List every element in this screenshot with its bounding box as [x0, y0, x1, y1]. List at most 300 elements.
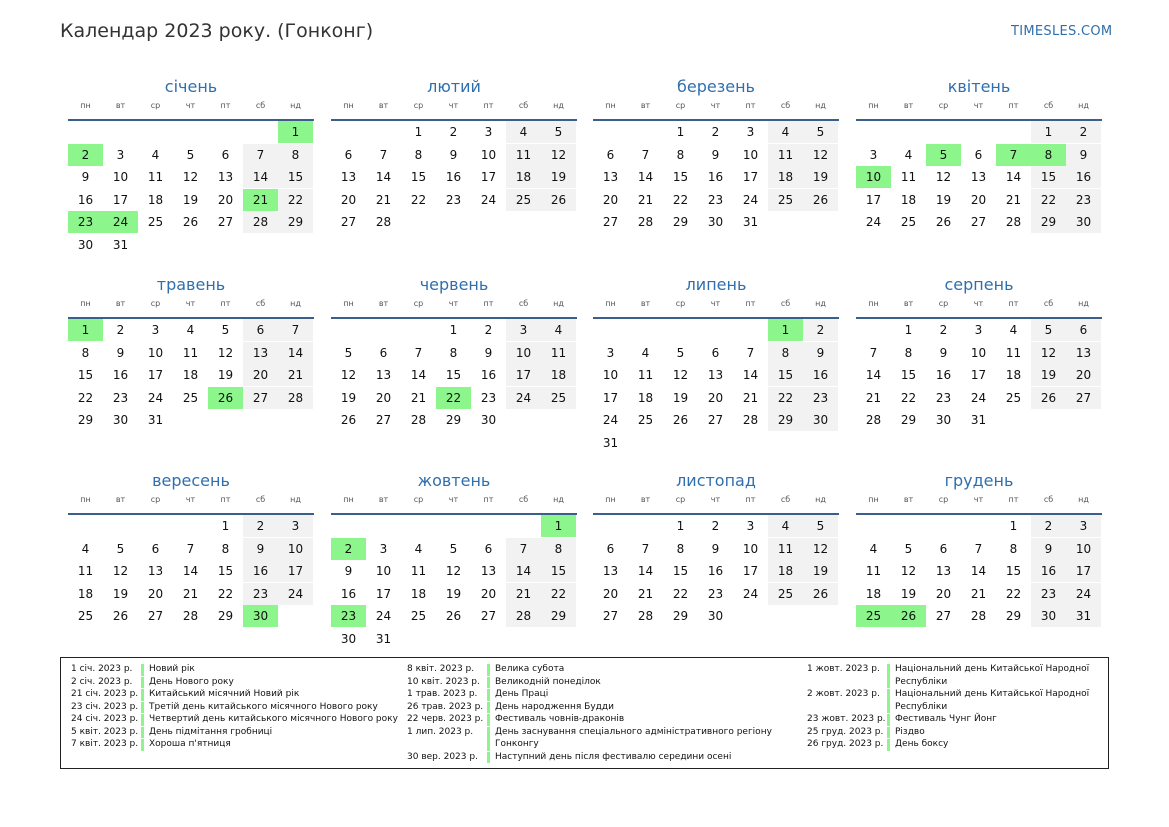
holiday-name: Наступний день після фестивалю середини осені: [495, 751, 732, 762]
day-cell: 1: [221, 519, 230, 533]
holiday-date: 26 трав. 2023 р.: [407, 701, 484, 712]
day-cell: 2: [484, 323, 493, 337]
holiday-day-cell: 26: [208, 387, 243, 409]
month-name: травень: [156, 275, 226, 294]
holiday-day-cell: 23: [331, 605, 366, 627]
day-cell: 8: [676, 541, 685, 556]
day-cell: 10: [480, 147, 497, 162]
day-cell: 25: [410, 609, 427, 623]
day-cell: 2: [803, 319, 838, 341]
day-cell: 25: [637, 413, 654, 427]
weekday-label: пн: [80, 101, 91, 110]
day-cell: 3: [278, 515, 313, 537]
weekday-label: вт: [640, 299, 651, 308]
weekday-label: вт: [378, 299, 389, 308]
day-cell: 24: [742, 192, 759, 207]
holiday-name: Китайський місячний Новий рік: [149, 689, 300, 699]
holiday-day-cell: 23: [68, 211, 103, 233]
holiday-date: 1 лип. 2023 р.: [407, 726, 474, 737]
day-cell: 27: [602, 215, 619, 229]
day-cell: 1: [904, 323, 913, 337]
day-cell: 15: [768, 364, 803, 386]
day-cell: 15: [77, 368, 94, 382]
weekday-label: ср: [938, 495, 949, 504]
day-cell: 20: [340, 192, 357, 207]
day-cell: 31: [112, 237, 129, 252]
day-cell: 22: [900, 390, 917, 405]
day-cell: 18: [768, 560, 803, 582]
holiday-date: 2 жовт. 2023 р.: [807, 689, 880, 699]
month-name: листопад: [676, 471, 756, 490]
day-cell: 7: [506, 538, 541, 560]
day-cell: 21: [865, 390, 882, 405]
holiday-name: Хороша п'ятниця: [149, 739, 231, 749]
day-cell: 5: [803, 121, 838, 143]
day-cell: 9: [449, 147, 458, 162]
day-cell: 21: [410, 390, 427, 405]
day-cell: 9: [939, 345, 948, 360]
day-cell: 30: [803, 409, 838, 431]
day-cell: 6: [606, 147, 615, 162]
holiday-name: Новий рік: [149, 664, 195, 674]
day-cell: 19: [445, 586, 462, 601]
day-cell: 8: [1009, 541, 1018, 556]
day-cell: 29: [77, 413, 94, 427]
holiday-date: 30 вер. 2023 р.: [407, 751, 478, 762]
weekday-label: ср: [150, 495, 161, 504]
holiday-day-cell: 1: [768, 319, 803, 341]
day-cell: 17: [375, 586, 392, 601]
day-cell: 5: [1031, 319, 1066, 341]
day-cell: 10: [506, 342, 541, 364]
day-cell: 28: [970, 609, 987, 623]
day-cell: 20: [602, 586, 619, 601]
day-cell: 5: [186, 147, 195, 162]
weekday-label: пт: [1008, 299, 1019, 308]
day-cell: 17: [970, 368, 987, 382]
holiday-name: Фестиваль човнів-драконів: [495, 714, 625, 724]
weekday-label: нд: [815, 101, 826, 110]
day-cell: 7: [746, 345, 755, 360]
day-cell: 24: [742, 586, 759, 601]
day-cell: 31: [742, 215, 759, 229]
day-cell: 2: [711, 125, 720, 139]
holiday-date: 21 січ. 2023 р.: [71, 689, 139, 699]
day-cell: 13: [602, 564, 619, 578]
holiday-name-continued: Республіки: [895, 676, 948, 687]
day-cell: 18: [637, 390, 654, 405]
weekday-label: чт: [448, 101, 459, 110]
holiday-day-cell: 22: [436, 387, 471, 409]
day-cell: 26: [112, 609, 129, 623]
day-cell: 24: [480, 192, 497, 207]
day-cell: 1: [676, 519, 685, 533]
day-cell: 25: [900, 215, 917, 229]
weekday-label: пт: [483, 495, 494, 504]
holiday-name: Різдво: [895, 726, 925, 737]
day-cell: 3: [506, 319, 541, 341]
day-cell: 22: [768, 387, 803, 409]
weekday-label: пн: [868, 299, 879, 308]
day-cell: 9: [484, 345, 493, 360]
site-logo[interactable]: TIMESLES.COM: [1011, 24, 1113, 39]
weekday-label: пт: [483, 101, 494, 110]
day-cell: 31: [970, 413, 987, 427]
holiday-name: День заснування спеціального адміністративного регіону: [495, 726, 772, 737]
day-cell: 28: [506, 605, 541, 627]
day-cell: 18: [77, 586, 94, 601]
day-cell: 9: [243, 538, 278, 560]
day-cell: 10: [112, 170, 129, 184]
weekday-label: пн: [80, 495, 91, 504]
day-cell: 29: [1005, 609, 1022, 623]
weekday-label: пн: [80, 299, 91, 308]
holiday-date: 24 січ. 2023 р.: [71, 714, 139, 724]
day-cell: 10: [147, 345, 164, 360]
day-cell: 27: [340, 215, 357, 229]
day-cell: 24: [278, 583, 313, 605]
weekday-label: чт: [710, 299, 721, 308]
weekday-label: чт: [710, 101, 721, 110]
day-cell: 13: [970, 170, 987, 184]
day-cell: 4: [541, 319, 576, 341]
holiday-date: 8 квіт. 2023 р.: [407, 664, 475, 674]
day-cell: 11: [865, 564, 882, 578]
day-cell: 30: [112, 413, 129, 427]
day-cell: 6: [939, 541, 948, 556]
day-cell: 9: [1031, 538, 1066, 560]
day-cell: 24: [375, 609, 392, 623]
day-cell: 1: [1009, 519, 1018, 533]
day-cell: 11: [768, 538, 803, 560]
month-name: вересень: [152, 471, 230, 490]
day-cell: 2: [711, 519, 720, 533]
day-cell: 4: [904, 147, 913, 162]
day-cell: 3: [869, 147, 878, 162]
holiday-date: 26 груд. 2023 р.: [807, 739, 884, 749]
weekday-label: нд: [1078, 299, 1089, 308]
day-cell: 10: [1066, 538, 1101, 560]
day-cell: 11: [768, 144, 803, 166]
day-cell: 4: [151, 147, 160, 162]
day-cell: 6: [243, 319, 278, 341]
day-cell: 12: [445, 564, 462, 578]
day-cell: 2: [243, 515, 278, 537]
holiday-row: [61, 726, 1101, 739]
day-cell: 28: [278, 387, 313, 409]
day-cell: 24: [970, 390, 987, 405]
day-cell: 25: [182, 390, 199, 405]
day-cell: 21: [278, 364, 313, 386]
day-cell: 3: [484, 125, 493, 139]
weekday-label: ср: [675, 299, 686, 308]
day-cell: 6: [221, 147, 230, 162]
holiday-row: [61, 713, 1101, 726]
day-cell: 29: [1031, 211, 1066, 233]
day-cell: 6: [344, 147, 353, 162]
weekday-label: нд: [290, 299, 301, 308]
day-cell: 23: [243, 583, 278, 605]
weekday-label: нд: [1078, 495, 1089, 504]
day-cell: 16: [707, 564, 724, 578]
holiday-day-cell: 21: [243, 189, 278, 211]
weekday-label: вт: [640, 495, 651, 504]
weekday-label: вт: [115, 101, 126, 110]
day-cell: 6: [484, 541, 493, 556]
day-cell: 18: [410, 586, 427, 601]
weekday-label: нд: [290, 101, 301, 110]
day-cell: 5: [344, 345, 353, 360]
day-cell: 30: [707, 609, 724, 623]
month-name: січень: [164, 77, 218, 96]
day-cell: 19: [900, 586, 917, 601]
day-cell: 22: [77, 390, 94, 405]
day-cell: 14: [742, 368, 759, 382]
weekday-label: нд: [290, 495, 301, 504]
holiday-day-cell: 10: [856, 166, 891, 188]
day-cell: 16: [935, 368, 952, 382]
day-cell: 14: [865, 368, 882, 382]
weekday-label: пт: [1008, 495, 1019, 504]
weekday-label: ср: [938, 299, 949, 308]
day-cell: 16: [480, 368, 497, 382]
weekday-label: сб: [1043, 299, 1054, 308]
weekday-label: пт: [745, 495, 756, 504]
day-cell: 8: [414, 147, 423, 162]
day-cell: 16: [340, 586, 357, 601]
day-cell: 29: [217, 609, 234, 623]
weekday-label: сб: [518, 495, 529, 504]
day-cell: 24: [602, 413, 619, 427]
day-cell: 30: [340, 631, 357, 646]
day-cell: 3: [151, 323, 160, 337]
day-cell: 4: [506, 121, 541, 143]
day-cell: 13: [707, 368, 724, 382]
day-cell: 6: [711, 345, 720, 360]
day-cell: 29: [278, 211, 313, 233]
day-cell: 8: [221, 541, 230, 556]
day-cell: 13: [147, 564, 164, 578]
day-cell: 3: [116, 147, 125, 162]
day-cell: 14: [637, 564, 654, 578]
month-name: квітень: [947, 77, 1011, 96]
day-cell: 23: [112, 390, 129, 405]
day-cell: 10: [278, 538, 313, 560]
day-cell: 28: [182, 609, 199, 623]
day-cell: 20: [602, 192, 619, 207]
day-cell: 23: [445, 192, 462, 207]
holiday-day-cell: 2: [331, 538, 366, 560]
day-cell: 22: [672, 586, 689, 601]
day-cell: 14: [243, 166, 278, 188]
holiday-day-cell: 25: [856, 605, 891, 627]
day-cell: 9: [711, 147, 720, 162]
day-cell: 12: [217, 345, 234, 360]
day-cell: 4: [768, 121, 803, 143]
weekday-label: нд: [553, 299, 564, 308]
day-cell: 27: [243, 387, 278, 409]
day-cell: 20: [970, 192, 987, 207]
day-cell: 26: [445, 609, 462, 623]
weekday-label: нд: [815, 299, 826, 308]
month-name: грудень: [944, 471, 1014, 490]
day-cell: 26: [803, 189, 838, 211]
day-cell: 20: [935, 586, 952, 601]
day-cell: 18: [541, 364, 576, 386]
day-cell: 4: [869, 541, 878, 556]
day-cell: 9: [1066, 144, 1101, 166]
day-cell: 11: [410, 564, 427, 578]
day-cell: 12: [935, 170, 952, 184]
day-cell: 13: [1066, 342, 1101, 364]
day-cell: 15: [900, 368, 917, 382]
holiday-name: День боксу: [895, 739, 949, 749]
day-cell: 4: [81, 541, 90, 556]
day-cell: 12: [803, 144, 838, 166]
weekday-label: вт: [378, 495, 389, 504]
holiday-name: День підмітання гробниці: [149, 726, 273, 737]
day-cell: 31: [147, 413, 164, 427]
day-cell: 7: [869, 345, 878, 360]
day-cell: 7: [243, 144, 278, 166]
day-cell: 9: [344, 564, 353, 578]
day-cell: 5: [676, 345, 685, 360]
day-cell: 5: [221, 323, 230, 337]
day-cell: 3: [1066, 515, 1101, 537]
weekday-label: нд: [553, 101, 564, 110]
day-cell: 27: [707, 413, 724, 427]
day-cell: 3: [606, 345, 615, 360]
day-cell: 7: [278, 319, 313, 341]
day-cell: 12: [1031, 342, 1066, 364]
day-cell: 7: [974, 541, 983, 556]
weekday-label: пт: [220, 495, 231, 504]
day-cell: 28: [865, 413, 882, 427]
day-cell: 14: [278, 342, 313, 364]
day-cell: 21: [637, 586, 654, 601]
day-cell: 29: [672, 215, 689, 229]
holiday-day-cell: 30: [243, 605, 278, 627]
holiday-name: Великодній понеділок: [495, 676, 601, 687]
weekday-label: вт: [903, 495, 914, 504]
day-cell: 24: [1066, 583, 1101, 605]
day-cell: 6: [606, 541, 615, 556]
day-cell: 17: [602, 390, 619, 405]
weekday-label: пн: [605, 495, 616, 504]
day-cell: 27: [935, 609, 952, 623]
day-cell: 11: [147, 170, 164, 184]
day-cell: 18: [182, 368, 199, 382]
day-cell: 15: [1031, 166, 1066, 188]
day-cell: 30: [480, 413, 497, 427]
weekday-label: сб: [518, 101, 529, 110]
day-cell: 25: [768, 189, 803, 211]
day-cell: 17: [865, 192, 882, 207]
day-cell: 16: [77, 192, 94, 207]
weekday-label: сб: [780, 101, 791, 110]
day-cell: 22: [672, 192, 689, 207]
holiday-date: 22 черв. 2023 р.: [407, 714, 484, 724]
day-cell: 14: [637, 170, 654, 184]
day-cell: 25: [77, 609, 94, 623]
day-cell: 19: [803, 560, 838, 582]
holiday-marker: [887, 714, 890, 726]
day-cell: 9: [803, 342, 838, 364]
holiday-row: [61, 688, 1101, 713]
day-cell: 11: [900, 170, 917, 184]
holiday-list: [60, 657, 1109, 769]
weekday-label: нд: [815, 495, 826, 504]
day-cell: 19: [672, 390, 689, 405]
weekday-label: пн: [605, 101, 616, 110]
holiday-day-cell: 7: [996, 144, 1031, 166]
day-cell: 25: [1005, 390, 1022, 405]
day-cell: 28: [1005, 215, 1022, 229]
day-cell: 27: [375, 413, 392, 427]
day-cell: 11: [1005, 345, 1022, 360]
day-cell: 13: [340, 170, 357, 184]
day-cell: 18: [506, 166, 541, 188]
day-cell: 27: [1066, 387, 1101, 409]
day-cell: 15: [1005, 564, 1022, 578]
holiday-name: День Праці: [495, 689, 549, 699]
day-cell: 20: [147, 586, 164, 601]
day-cell: 27: [602, 609, 619, 623]
holiday-day-cell: 5: [926, 144, 961, 166]
day-cell: 21: [506, 583, 541, 605]
day-cell: 26: [935, 215, 952, 229]
day-cell: 15: [541, 560, 576, 582]
weekday-label: сб: [780, 299, 791, 308]
day-cell: 7: [641, 541, 650, 556]
weekday-label: ср: [150, 299, 161, 308]
day-cell: 19: [541, 166, 576, 188]
day-cell: 29: [900, 413, 917, 427]
day-cell: 20: [243, 364, 278, 386]
day-cell: 20: [707, 390, 724, 405]
day-cell: 11: [637, 368, 654, 382]
weekday-label: сб: [255, 299, 266, 308]
weekday-label: чт: [185, 299, 196, 308]
day-cell: 28: [243, 211, 278, 233]
day-cell: 13: [217, 170, 234, 184]
day-cell: 5: [116, 541, 125, 556]
day-cell: 2: [1031, 515, 1066, 537]
holiday-date: 5 квіт. 2023 р.: [71, 726, 139, 737]
day-cell: 12: [541, 144, 576, 166]
day-cell: 31: [375, 631, 392, 646]
day-cell: 16: [803, 364, 838, 386]
day-cell: 26: [803, 583, 838, 605]
holiday-name-continued: Гонконгу: [495, 739, 539, 749]
weekday-label: сб: [255, 495, 266, 504]
weekday-label: вт: [115, 299, 126, 308]
day-cell: 10: [742, 541, 759, 556]
holiday-date: 1 січ. 2023 р.: [71, 664, 133, 674]
weekday-label: ср: [675, 495, 686, 504]
weekday-label: пн: [343, 101, 354, 110]
day-cell: 20: [480, 586, 497, 601]
day-cell: 23: [480, 390, 497, 405]
holiday-day-cell: 24: [103, 211, 138, 233]
day-cell: 24: [506, 387, 541, 409]
day-cell: 8: [541, 538, 576, 560]
day-cell: 31: [602, 435, 619, 450]
day-cell: 26: [340, 413, 357, 427]
day-cell: 21: [742, 390, 759, 405]
day-cell: 26: [672, 413, 689, 427]
day-cell: 24: [865, 215, 882, 229]
